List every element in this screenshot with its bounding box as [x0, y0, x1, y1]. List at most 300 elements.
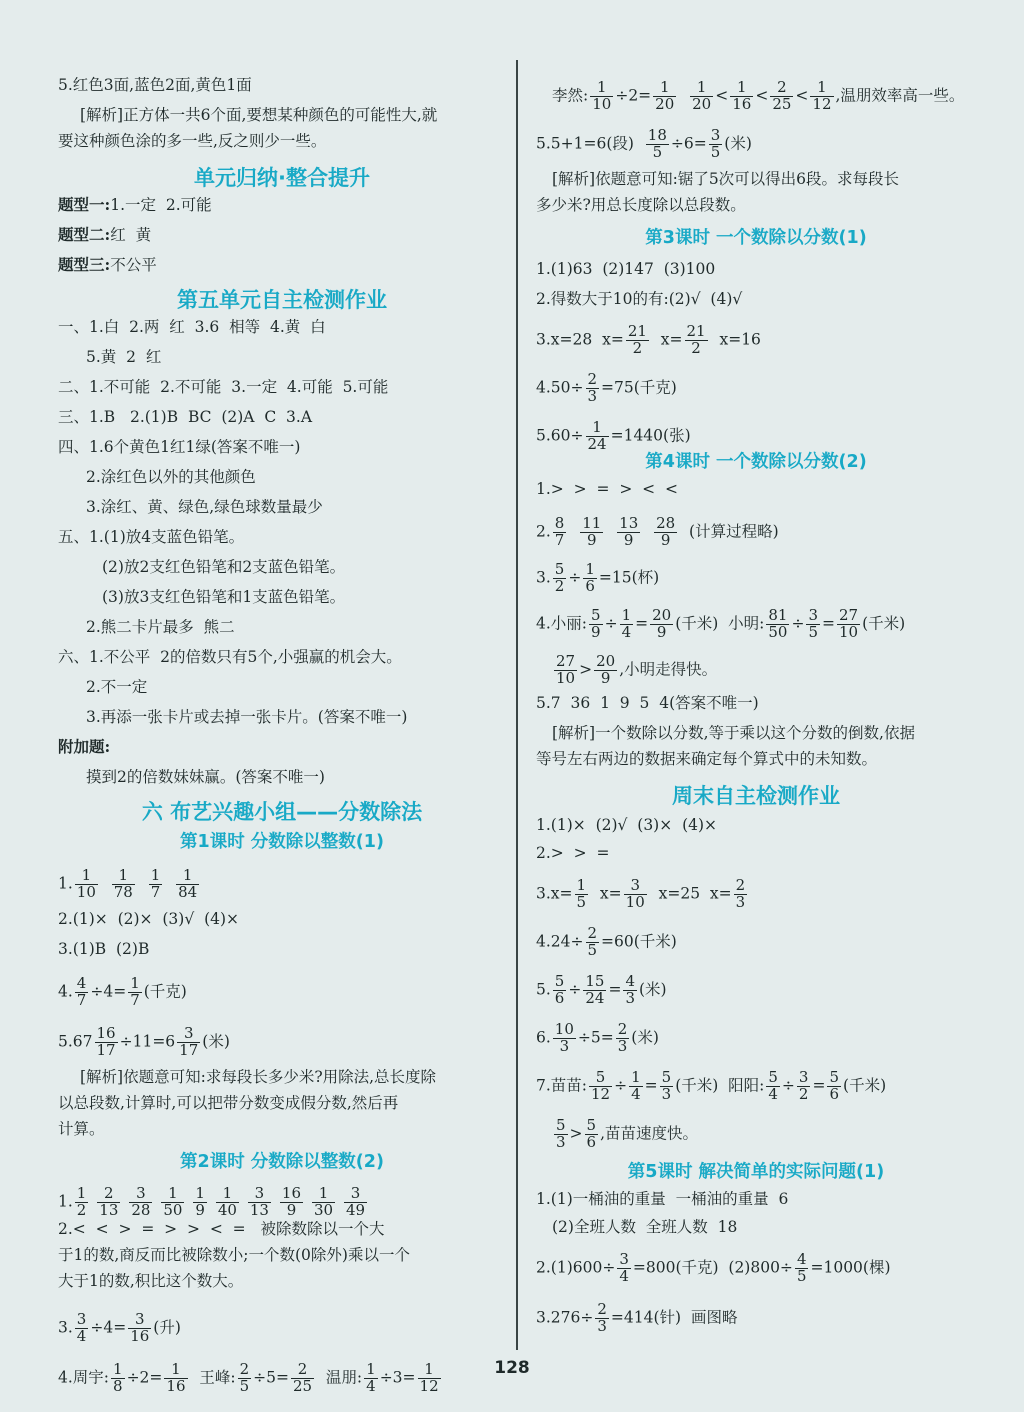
- answer-line: [58, 1218, 384, 1240]
- answer-text: 4.周宇:: [58, 1368, 110, 1387]
- fraction: [646, 128, 669, 161]
- answer-text: [解析]依题意可知:求每段长多少米?用除法,总长度除: [80, 1068, 437, 1086]
- answer-text: 5.60÷: [536, 426, 584, 445]
- answer-text: 2.熊二卡片最多 熊二: [86, 618, 235, 636]
- answer-text: ,小明走得快。: [619, 660, 718, 679]
- fraction-denominator: 12: [812, 94, 832, 113]
- page-number: 128: [494, 1358, 530, 1378]
- fraction: [128, 976, 142, 1009]
- fraction-numerator: 10: [554, 1020, 574, 1038]
- answer-line: [58, 194, 212, 216]
- answer-text: 3.(1)B (2)B: [58, 940, 150, 958]
- answer-text: ÷11=6: [119, 1032, 176, 1051]
- answer-line: [58, 1118, 105, 1140]
- fraction-numerator: 3: [710, 126, 721, 144]
- answer-text: [209, 1192, 214, 1210]
- answer-text: 1.(1)一桶油的重量 一桶油的重量 6: [536, 1190, 789, 1208]
- answer-text: 1.: [58, 1192, 73, 1211]
- answer-line: [80, 104, 437, 126]
- answer-line: [536, 974, 667, 1007]
- fraction: [797, 1070, 811, 1103]
- answer-text: =: [644, 1076, 658, 1095]
- fraction-numerator: 1: [585, 560, 595, 578]
- answer-text: 4.50÷: [536, 378, 584, 397]
- answer-line: [58, 376, 388, 398]
- answer-text: 2.(1)× (2)× (3)√ (4)×: [58, 910, 240, 928]
- fraction: [766, 608, 789, 641]
- fraction: [554, 654, 577, 687]
- fraction-numerator: 21: [627, 322, 647, 340]
- fraction-denominator: 9: [623, 530, 634, 549]
- answer-text: (3)放3支红色铅笔和1支蓝色铅笔。: [102, 588, 346, 606]
- fraction-denominator: 3: [617, 1036, 628, 1055]
- fraction: [193, 1186, 207, 1219]
- fraction-numerator: 2: [597, 1300, 607, 1318]
- fraction: [810, 80, 833, 113]
- fraction: [620, 608, 634, 641]
- fraction-numerator: 2: [617, 1020, 628, 1038]
- answer-text: ÷5=: [253, 1368, 289, 1387]
- fraction: [586, 372, 600, 405]
- fraction: [553, 562, 567, 595]
- fraction-numerator: 3: [808, 606, 819, 624]
- answer-line: [58, 1244, 410, 1266]
- answer-line: [58, 976, 187, 1009]
- answer-text: [678, 86, 688, 104]
- answer-line: [58, 1026, 230, 1059]
- fraction-numerator: 3: [128, 1312, 151, 1329]
- fraction-denominator: 16: [130, 1326, 150, 1345]
- answer-text: >: [579, 660, 593, 679]
- fraction: [594, 654, 617, 687]
- fraction-denominator: 6: [829, 1084, 840, 1103]
- fraction-numerator: 4: [76, 974, 87, 992]
- fraction-denominator: 3: [625, 988, 635, 1007]
- fraction-numerator: 1: [76, 1184, 87, 1202]
- answer-line: [536, 1022, 659, 1055]
- answer-line: [536, 128, 752, 161]
- fraction-denominator: 3: [587, 386, 598, 405]
- answer-text: 1.(1)63 (2)147 (3)100: [536, 260, 716, 278]
- answer-text: [642, 522, 652, 540]
- fraction-denominator: 8: [113, 1376, 123, 1395]
- answer-text: (2)放2支红色铅笔和2支蓝色铅笔。: [102, 558, 346, 576]
- answer-line: [58, 316, 326, 338]
- answer-text: =800(千克) (2)800÷: [632, 1258, 793, 1277]
- fraction-denominator: 20: [692, 94, 712, 113]
- fraction-denominator: 9: [591, 622, 601, 641]
- answer-text: ÷3=: [379, 1368, 416, 1387]
- fraction-numerator: 1: [653, 80, 676, 97]
- fraction-numerator: 1: [590, 80, 613, 97]
- fraction-denominator: 25: [772, 94, 792, 113]
- answer-line: [58, 938, 149, 960]
- answer-line: [536, 258, 715, 280]
- answer-text: 4.24÷: [536, 932, 584, 951]
- fraction-numerator: 4: [625, 972, 635, 990]
- fraction-numerator: 1: [730, 80, 753, 97]
- fraction-numerator: 3: [76, 1310, 87, 1328]
- answer-text: 4.小丽:: [536, 614, 588, 633]
- question-type-label: 题型一:: [58, 195, 111, 214]
- answer-text: 王峰:: [189, 1368, 236, 1387]
- fraction-numerator: 1: [130, 974, 140, 992]
- answer-line: [536, 324, 761, 357]
- answer-text: =: [635, 614, 649, 633]
- section-heading: 第1课时 分数除以整数(1): [180, 832, 384, 852]
- answer-text: [186, 1192, 191, 1210]
- answer-text: ÷: [614, 1076, 628, 1095]
- fraction-numerator: 1: [418, 1362, 441, 1379]
- answer-text: >: [569, 1124, 583, 1143]
- fraction-denominator: 10: [556, 668, 576, 687]
- answer-text: ÷: [568, 568, 582, 587]
- section-heading: 第3课时 一个数除以分数(1): [645, 228, 867, 248]
- answer-text: 5.黄 2 红: [86, 348, 162, 366]
- fraction-numerator: 5: [589, 1070, 612, 1087]
- fraction: [553, 516, 567, 549]
- fraction-numerator: 1: [366, 1360, 376, 1378]
- fraction-numerator: 5: [829, 1068, 840, 1086]
- fraction-denominator: 2: [554, 576, 565, 595]
- fraction-denominator: 49: [345, 1200, 366, 1219]
- answer-text: 计算。: [58, 1120, 105, 1138]
- question-type-label: 附加题:: [58, 737, 111, 756]
- fraction: [575, 878, 589, 911]
- fraction: [553, 974, 567, 1007]
- fraction-denominator: 12: [419, 1376, 439, 1395]
- column-divider: [516, 60, 518, 1350]
- fraction-denominator: 6: [554, 988, 565, 1007]
- answer-text: (千米) 小明:: [675, 614, 765, 633]
- answer-text: =: [812, 1076, 826, 1095]
- fraction-numerator: 27: [556, 652, 576, 670]
- answer-text: 红 黄: [110, 226, 152, 244]
- fraction-numerator: 2: [770, 80, 793, 97]
- answer-line: [552, 722, 915, 744]
- fraction-denominator: 4: [621, 622, 632, 641]
- answer-line: [536, 372, 677, 405]
- fraction-denominator: 2: [798, 1084, 809, 1103]
- answer-text: 2.: [536, 522, 551, 541]
- answer-text: 不公平: [110, 256, 157, 274]
- answer-text: (米): [724, 134, 752, 153]
- fraction-denominator: 9: [656, 622, 667, 641]
- fraction-numerator: 1: [576, 876, 587, 894]
- fraction-numerator: 1: [621, 606, 632, 624]
- answer-text: 3.276÷: [536, 1308, 594, 1327]
- fraction: [553, 1022, 576, 1055]
- section-heading: 周末自主检测作业: [672, 784, 840, 808]
- answer-text: 1.一定 2.可能: [110, 196, 212, 214]
- answer-text: 3.x=: [536, 884, 573, 903]
- answer-text: 2.不一定: [86, 678, 148, 696]
- answer-line: [58, 74, 252, 96]
- answer-text: 7.苗苗:: [536, 1076, 588, 1095]
- answer-text: 2.涂红色以外的其他颜色: [86, 468, 256, 486]
- answer-line: [58, 646, 402, 668]
- answer-line: [86, 706, 407, 728]
- section-heading: 六 布艺兴趣小组——分数除法: [141, 800, 423, 824]
- fraction: [624, 878, 647, 911]
- fraction: [654, 516, 677, 549]
- answer-text: x=25 x=: [648, 884, 732, 903]
- answer-text: 4.: [58, 982, 73, 1001]
- fraction: [248, 1186, 271, 1219]
- fraction-denominator: 3: [597, 1316, 607, 1335]
- fraction-denominator: 84: [178, 882, 198, 901]
- fraction-numerator: 21: [686, 322, 706, 340]
- answer-text: [337, 1192, 342, 1210]
- fraction-numerator: 5: [661, 1068, 672, 1086]
- fraction-denominator: 3: [559, 1036, 570, 1055]
- answer-text: [解析]一个数除以分数,等于乘以这个分数的倒数,依据: [552, 724, 915, 742]
- fraction-numerator: 5: [554, 560, 565, 578]
- answer-line: [58, 868, 201, 901]
- fraction-numerator: 3: [177, 1026, 200, 1043]
- fraction-numerator: 20: [596, 652, 616, 670]
- fraction-numerator: 3: [344, 1186, 367, 1203]
- fraction-numerator: 1: [631, 1068, 641, 1086]
- fraction: [617, 516, 640, 549]
- answer-line: [86, 676, 147, 698]
- answer-line: [552, 168, 899, 190]
- answer-text: 温朋:: [316, 1368, 363, 1387]
- answer-line: [86, 616, 235, 638]
- answer-text: 大于1的数,积比这个数大。: [58, 1272, 244, 1290]
- answer-text: [568, 522, 578, 540]
- fraction: [176, 868, 199, 901]
- answer-text: ÷5=: [577, 1028, 614, 1047]
- fraction-numerator: 1: [216, 1186, 239, 1203]
- answer-text: 3.涂红、黄、绿色,绿色球数量最少: [86, 498, 323, 516]
- fraction: [580, 516, 603, 549]
- answer-text: (米): [202, 1032, 230, 1051]
- answer-text: [100, 874, 110, 892]
- fraction-numerator: 1: [312, 1186, 335, 1203]
- fraction-denominator: 4: [76, 1326, 87, 1345]
- answer-line: [552, 654, 717, 687]
- answer-text: <: [715, 86, 729, 105]
- answer-text: 多少米?用总长度除以总段数。: [536, 196, 746, 214]
- fraction-numerator: 3: [624, 878, 647, 895]
- fraction: [660, 1070, 674, 1103]
- answer-text: =60(千米): [601, 932, 677, 951]
- fraction-numerator: 81: [768, 606, 788, 624]
- answer-text: 5.7 36 1 9 5 4(答案不唯一): [536, 694, 759, 712]
- fraction-denominator: 12: [591, 1084, 611, 1103]
- fraction: [129, 1186, 152, 1219]
- answer-text: 5.5+1=6(段): [536, 134, 644, 153]
- fraction-denominator: 16: [732, 94, 752, 113]
- answer-line: [58, 736, 110, 758]
- fraction: [583, 974, 606, 1007]
- fraction-denominator: 10: [839, 622, 859, 641]
- fraction-numerator: 13: [619, 514, 639, 532]
- answer-text: ÷6=: [670, 134, 707, 153]
- answer-line: [58, 1312, 181, 1345]
- answer-text: 2.< < > = > > < = 被除数除以一个大: [58, 1220, 385, 1238]
- fraction-numerator: 5: [586, 1116, 597, 1134]
- answer-text: 2.得数大于10的有:(2)√ (4)√: [536, 290, 743, 308]
- fraction-numerator: 1: [164, 1362, 187, 1379]
- answer-line: [536, 194, 746, 216]
- answer-line: [536, 516, 779, 549]
- answer-text: <: [755, 86, 769, 105]
- fraction: [734, 878, 748, 911]
- answer-line: [536, 692, 759, 714]
- fraction-denominator: 10: [625, 892, 645, 911]
- answer-text: ÷4=: [90, 982, 127, 1001]
- fraction-numerator: 5: [554, 972, 565, 990]
- answer-text: 3.x=28 x=: [536, 330, 624, 349]
- answer-text: =15(杯): [598, 568, 660, 587]
- fraction-denominator: 10: [76, 882, 96, 901]
- answer-text: 2.(1)600÷: [536, 1258, 616, 1277]
- answer-text: <: [795, 86, 809, 105]
- answer-text: ÷: [568, 980, 582, 999]
- fraction: [97, 1186, 120, 1219]
- answer-text: [305, 1192, 310, 1210]
- fraction-denominator: 9: [286, 1200, 297, 1219]
- answer-text: =414(针) 画图略: [610, 1308, 738, 1327]
- fraction-denominator: 3: [735, 892, 746, 911]
- answer-line: [58, 1270, 243, 1292]
- answer-text: 1.: [58, 874, 73, 893]
- fraction: [595, 1302, 609, 1335]
- answer-line: [58, 1092, 398, 1114]
- fraction-denominator: 2: [691, 338, 701, 357]
- fraction-numerator: 2: [239, 1360, 250, 1378]
- fraction-numerator: 18: [647, 126, 667, 144]
- fraction: [128, 1312, 151, 1345]
- fraction-denominator: 4: [366, 1376, 376, 1395]
- answer-text: 5.红色3面,蓝色2面,黄色1面: [58, 76, 252, 94]
- fraction: [617, 1252, 631, 1285]
- fraction: [589, 1070, 612, 1103]
- fraction-numerator: 5: [556, 1116, 566, 1134]
- fraction-denominator: 4: [619, 1266, 629, 1285]
- fraction: [650, 608, 673, 641]
- answer-line: [536, 1252, 891, 1285]
- answer-line: [536, 608, 905, 641]
- fraction-numerator: 5: [591, 606, 601, 624]
- answer-line: [58, 254, 157, 276]
- answer-text: 以总段数,计算时,可以把带分数变成假分数,然后再: [58, 1094, 399, 1112]
- fraction: [75, 868, 98, 901]
- answer-text: [137, 874, 147, 892]
- answer-line: [58, 1186, 369, 1219]
- fraction: [149, 868, 163, 901]
- answer-text: ÷: [604, 614, 618, 633]
- fraction-denominator: 2: [76, 1200, 87, 1219]
- answer-text: ÷: [791, 614, 805, 633]
- answer-line: [536, 562, 659, 595]
- fraction-denominator: 24: [587, 434, 607, 453]
- fraction-denominator: 9: [586, 530, 597, 549]
- answer-line: [536, 478, 678, 500]
- answer-text: [解析]依题意可知:锯了5次可以得出6段。求每段长: [552, 170, 900, 188]
- fraction: [626, 324, 649, 357]
- answer-text: (2)全班人数 全班人数 18: [552, 1218, 738, 1236]
- fraction-denominator: 5: [710, 142, 721, 161]
- fraction: [589, 608, 603, 641]
- answer-line: [102, 586, 345, 608]
- fraction-denominator: 7: [76, 990, 87, 1009]
- section-heading: 第2课时 分数除以整数(2): [180, 1152, 384, 1172]
- fraction: [554, 1118, 568, 1151]
- fraction-numerator: 1: [161, 1186, 184, 1203]
- fraction-numerator: 2: [291, 1362, 314, 1379]
- answer-text: (升): [153, 1318, 181, 1337]
- fraction: [585, 1118, 599, 1151]
- fraction-denominator: 3: [661, 1084, 672, 1103]
- fraction-denominator: 4: [631, 1084, 641, 1103]
- fraction-numerator: 4: [796, 1250, 807, 1268]
- fraction: [806, 608, 820, 641]
- fraction: [75, 1312, 89, 1345]
- answer-line: [58, 224, 151, 246]
- fraction-numerator: 3: [129, 1186, 152, 1203]
- fraction: [112, 868, 135, 901]
- fraction-denominator: 40: [217, 1200, 237, 1219]
- fraction-numerator: 15: [585, 972, 605, 990]
- fraction: [730, 80, 753, 113]
- fraction: [216, 1186, 239, 1219]
- answer-text: [164, 874, 174, 892]
- fraction-numerator: 1: [75, 868, 98, 885]
- fraction: [690, 80, 713, 113]
- answer-text: [解析]正方体一共6个面,要想某种颜色的可能性大,就: [80, 106, 438, 124]
- answer-text: =1000(棵): [810, 1258, 891, 1277]
- fraction: [177, 1026, 200, 1059]
- fraction-denominator: 30: [313, 1200, 334, 1219]
- answer-text: [273, 1192, 278, 1210]
- answer-line: [86, 496, 323, 518]
- section-heading: 第五单元自主检测作业: [177, 288, 387, 312]
- answer-text: x=: [590, 884, 622, 903]
- fraction-numerator: 16: [281, 1184, 302, 1202]
- fraction-numerator: 20: [652, 606, 672, 624]
- answer-text: 5.: [536, 980, 551, 999]
- fraction: [75, 976, 89, 1009]
- fraction: [75, 1186, 89, 1219]
- fraction-denominator: 6: [585, 576, 595, 595]
- answer-text: ,苗苗速度快。: [600, 1124, 699, 1143]
- answer-text: 于1的数,商反而比被除数小;一个数(0除外)乘以一个: [58, 1246, 410, 1264]
- fraction-numerator: 2: [735, 876, 746, 894]
- fraction-denominator: 13: [99, 1200, 119, 1219]
- fraction-denominator: 9: [195, 1200, 205, 1219]
- answer-text: (千米): [843, 1076, 887, 1095]
- answer-line: [536, 1070, 886, 1103]
- fraction-numerator: 2: [587, 370, 598, 388]
- answer-text: 5.67: [58, 1032, 93, 1051]
- fraction-denominator: 5: [808, 622, 819, 641]
- answer-line: [86, 766, 325, 788]
- answer-text: =: [608, 980, 622, 999]
- answer-text: x=16: [709, 330, 761, 349]
- fraction-denominator: 5: [239, 1376, 250, 1395]
- fraction-denominator: 28: [131, 1200, 151, 1219]
- fraction-denominator: 7: [130, 990, 140, 1009]
- fraction-denominator: 50: [163, 1200, 183, 1219]
- answer-line: [58, 526, 244, 548]
- answer-line: [536, 878, 749, 911]
- answer-text: (米): [631, 1028, 659, 1047]
- fraction-numerator: 1: [176, 868, 199, 885]
- answer-line: [58, 406, 312, 428]
